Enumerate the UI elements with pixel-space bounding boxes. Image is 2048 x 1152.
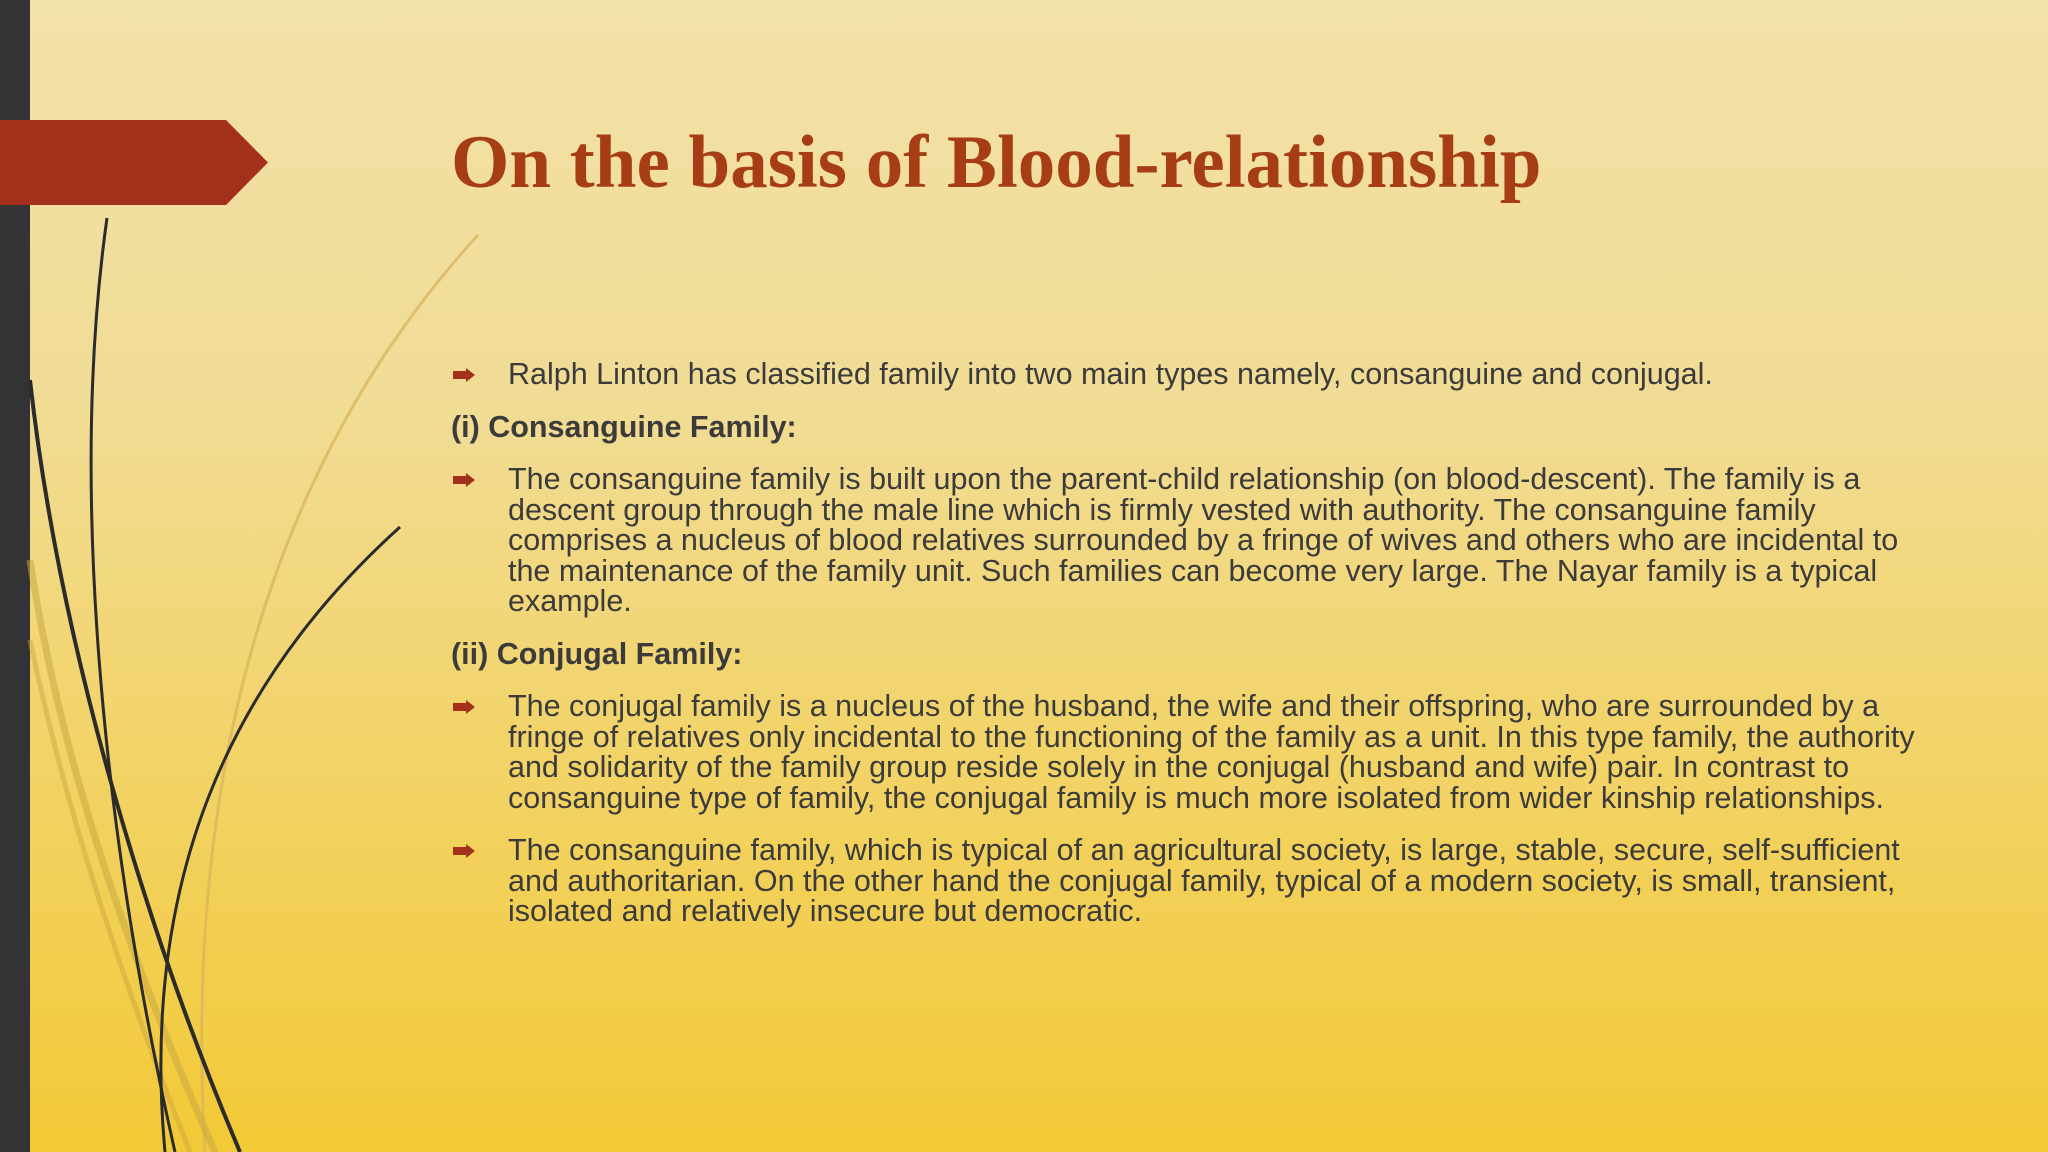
gold-curve-outer [202, 235, 478, 1152]
bullet-item-conjugal [451, 691, 1921, 813]
dark-curve-3 [161, 527, 400, 1152]
bullet-text: Ralph Linton has classified family into two main types namely, consanguine and conjugal. [508, 357, 1713, 391]
bullet-item-intro [451, 359, 1921, 390]
gold-curve-inner-2 [30, 640, 190, 1152]
slide-title: On the basis of Blood-relationship [451, 121, 1542, 204]
bullet-item-comparison [451, 835, 1921, 927]
bullet-text: The conjugal family is a nucleus of the husband, the wife and their offspring, who are surrounded by a fringe of relatives only incidental to the functioning of the family as a unit. In this type family, the authority and solidarity of the family group reside solely in the conjugal (husband and wife) pair. In contrast to consanguine type of family, the conjugal family is much more isolated from wider kinship relationships. [508, 689, 1915, 815]
section-heading-consanguine: (i) Consanguine Family: [451, 409, 797, 444]
section-heading-conjugal: (ii) Conjugal Family: [451, 636, 743, 671]
bullet-text: The consanguine family is built upon the parent-child relationship (on blood-descent). The family is a descent group through the male line which is firmly vested with authority. The consanguine family comprises a nucleus of blood relatives surrounded by a fringe of wives and others who are incidental to the maintenance of the family unit. Such families can become very large. The Nayar family is a typical example. [508, 462, 1899, 618]
arrow-bullet-icon [453, 844, 475, 858]
arrow-bullet-icon [453, 368, 475, 382]
arrow-bullet-icon [453, 700, 475, 714]
slide-content [451, 359, 1921, 949]
bullet-text: The consanguine family, which is typical of an agricultural society, is large, stable, secure, self-sufficient and authoritarian. On the other hand the conjugal family, typical of a modern society, is small, transient, isolated and relatively insecure but democratic. [508, 833, 1900, 928]
title-arrow-banner [0, 120, 268, 205]
bullet-item-consanguine [451, 464, 1921, 617]
arrow-bullet-icon [453, 473, 475, 487]
